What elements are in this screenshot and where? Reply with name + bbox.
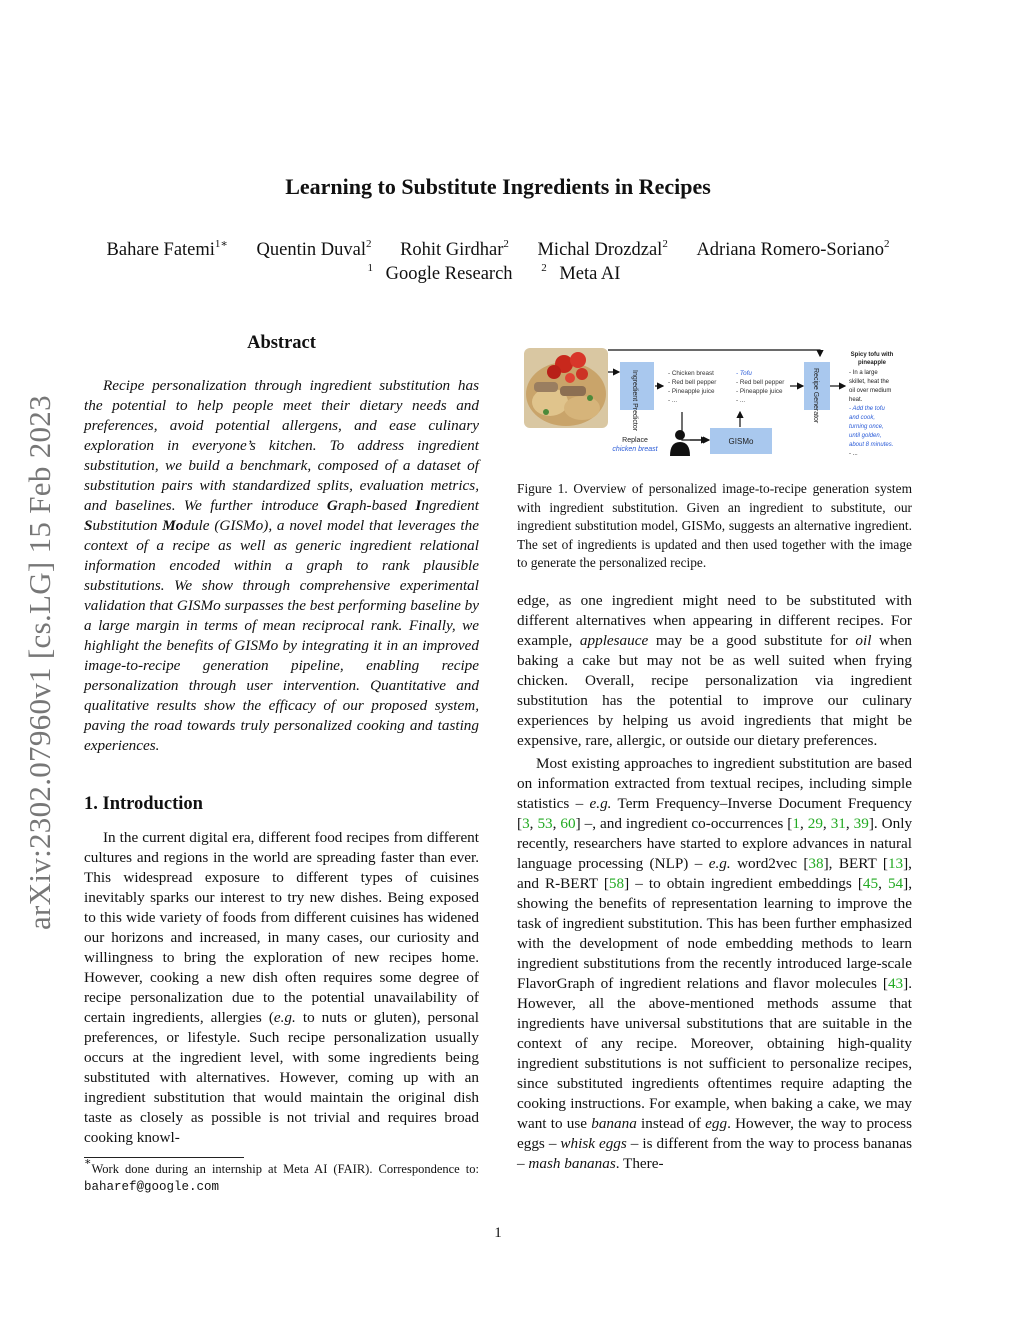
author-list [0,240,996,261]
section-heading-introduction: 1. Introduction [84,794,203,814]
image-to-generator-arrow [608,350,820,356]
user-icon [670,430,690,456]
abstract-heading: Abstract [247,333,316,353]
figure-1-diagram [520,342,915,472]
recipe-generator-label: Recipe Generator [812,368,819,424]
gismo-label: GISMo [728,437,754,446]
svg-text:- ...: - ... [849,451,858,457]
svg-text:- ...: - ... [668,397,678,404]
svg-text:and cook,: and cook, [849,415,876,421]
affiliation: $^2$ Meta AI [541,262,621,284]
citation[interactable]: 53 [537,815,553,832]
food-photo [524,348,608,428]
arxiv-identifier: arXiv:2302.07960v1 [cs.LG] 15 Feb 2023 [22,395,57,930]
ingredient-list-original [668,370,716,404]
citation[interactable]: 58 [608,875,625,892]
svg-text:- ...: - ... [736,397,746,404]
svg-text:pineapple: pineapple [857,360,887,366]
svg-text:- Add the tofu: - Add the tofu [849,406,885,412]
citation[interactable]: 31 [830,815,846,832]
citation[interactable]: 29 [807,815,823,832]
svg-text:Spicy tofu with: Spicy tofu with [850,352,894,358]
citation[interactable]: 45 [862,875,879,892]
footnote-divider [84,1157,244,1158]
footnote: ∗Work done during an internship at Meta AI (FAIR). Correspondence to: baharef@google.com [84,1156,479,1194]
svg-text:turning once,: turning once, [849,424,884,430]
affiliation: $^1$ Google Research [367,262,513,284]
svg-text:heat.: heat. [849,397,863,403]
author: Bahare Fatemi$^{1∗}$ [106,238,228,260]
citation[interactable]: 1 [792,815,800,832]
svg-text:- Red bell pepper: - Red bell pepper [668,379,717,386]
figure-1 [520,342,915,472]
svg-text:- Pineapple juice: - Pineapple juice [736,388,783,395]
citation[interactable]: 43 [887,975,904,992]
figure-1-caption: Figure 1. Overview of personalized image-to-recipe generation system with ingredient substitution. Given an ingredient to substitute, our ingredient substitution model, GISMo, suggests an alternative ingredient. The set of ingredients is updated and then used together with the image to generate the personalized recipe. [517,481,912,570]
footnote-email[interactable]: baharef@google.com [84,1180,220,1194]
abstract-body: Recipe personalization through ingredient substitution has the potential to help people meet their dietary needs and preferences, avoid potential allergens, and ease culinary exploration in everyone’s kitchen. To address ingredient substitution, we build a benchmark, composed of a dataset of substitution pairs with standardized splits, evaluation metrics, and baselines. We further introduce Graph-based Ingredient Substitution Module (GISMo), a novel model that leverages the context of a recipe as well as generic ingredient relational information encoded within a graph to rank plausible substitutions. We show through comprehensive experimental validation that GISMo surpasses the best performing baseline by a large margin in terms of mean reciprocal rank. Finally, we highlight the benefits of GISMo by integrating it in an improved image-to-recipe generation pipeline, enabling recipe personalization through user intervention. Quantitative and qualitative results show the efficacy of our proposed system, paving the road towards truly personalized cooking and tasting experiences. [84,377,479,754]
citation[interactable]: 60 [560,815,576,832]
ingredient-list-substituted [736,370,784,404]
svg-text:until golden,: until golden, [849,433,882,439]
svg-text:- Pineapple juice: - Pineapple juice [668,388,715,395]
ingredient-predictor-label: Ingredient Predictor [631,370,638,432]
affiliations [0,264,996,285]
author: Rohit Girdhar$^2$ [400,238,509,260]
replace-item: chicken breast [612,446,658,453]
svg-text:- In a large: - In a large [849,370,878,376]
author: Quentin Duval$^2$ [256,238,372,260]
author: Michal Drozdzal$^2$ [537,238,668,260]
svg-text:oil over medium: oil over medium [849,388,892,394]
citation[interactable]: 13 [887,855,904,872]
citation[interactable]: 54 [887,875,904,892]
svg-text:about 8 minutes.: about 8 minutes. [849,442,894,448]
page-number: 1 [494,1225,502,1241]
introduction-body: In the current digital era, different food recipes from different cultures and regions in the world are spreading faster than ever. This widespread exposure to different types of cuisines inevitably sparks our interest to try new dishes. Being exposed to this wide variety of foods from different cuisines has widened our horizons and increased, in many cases, our curiosity and willingness to bring the exploration of new recipes home. However, cooking a new dish often requires some degree of recipe personalization due to the potential unavailability of certain ingredients, allergies (e.g. to nuts or gluten), personal preferences, or lifestyle. Such recipe personalization usually occurs at the ingredient level, with some ingredients being substituted with alternatives. However, coming up with an ingredient substitution that would maintain the original dish taste as closely as possible is not trivial and requires broad cooking knowl- [84,829,479,1146]
svg-text:- Chicken breast: - Chicken breast [668,370,714,377]
paper-title: Learning to Substitute Ingredients in Recipes [285,174,711,199]
svg-text:- Red bell pepper: - Red bell pepper [736,379,785,386]
svg-text:skillet, heat the: skillet, heat the [849,379,890,385]
citation[interactable]: 3 [522,815,530,832]
citation[interactable]: 38 [808,855,824,872]
generated-recipe [849,352,894,457]
citation[interactable]: 39 [853,815,869,832]
author: Adriana Romero-Soriano$^2$ [696,238,890,260]
right-column-body: edge, as one ingredient might need to be substituted with different alternatives when appearing in different recipes. For example, applesauce may be a good substitute for oil when baking a cake but may not be as well suited when frying chicken. Overall, recipe personalization via ingredient substitution has the potential to improve our culinary experiences by helping us avoid ingredients that might be expensive, rare, allergic, or outside our dietary preferences. Most existing approaches to ingredient substitution are based on information extracted from textual recipes, including simple statistics – e.g. Term Frequency–Inverse Document Frequency [3, 53, 60] –, and ingredient co-occurrences [1, 29, 31, 39]. Only recently, researchers have started to explore advances in natural language processing (NLP) – e.g. word2vec [38], BERT [13], and R-BERT [58] – to obtain ingredient embeddings [45, 54], showing the benefits of representation learning to improve the task of ingredient substitution. This has been further emphasized with the development of node embedding methods to learn ingredient substitutions from the recently introduced large-scale FlavorGraph of ingredient relations and flavor molecules [43]. However, all the above-mentioned methods assume that ingredients have universal substitutions that are suitable in the context of any recipe. Moreover, obtaining high-quality ingredient substitutions is not sufficient to personalize recipes, since substituted ingredients oftentimes require adapting the cooking instructions. For example, when baking a cake, we may want to use banana instead of egg. However, the way to process eggs – whisk eggs – is different from the way to process bananas – mash bananas. There- [517,592,913,1172]
replace-label: Replace [622,437,648,444]
svg-text:- Tofu: - Tofu [736,370,752,377]
